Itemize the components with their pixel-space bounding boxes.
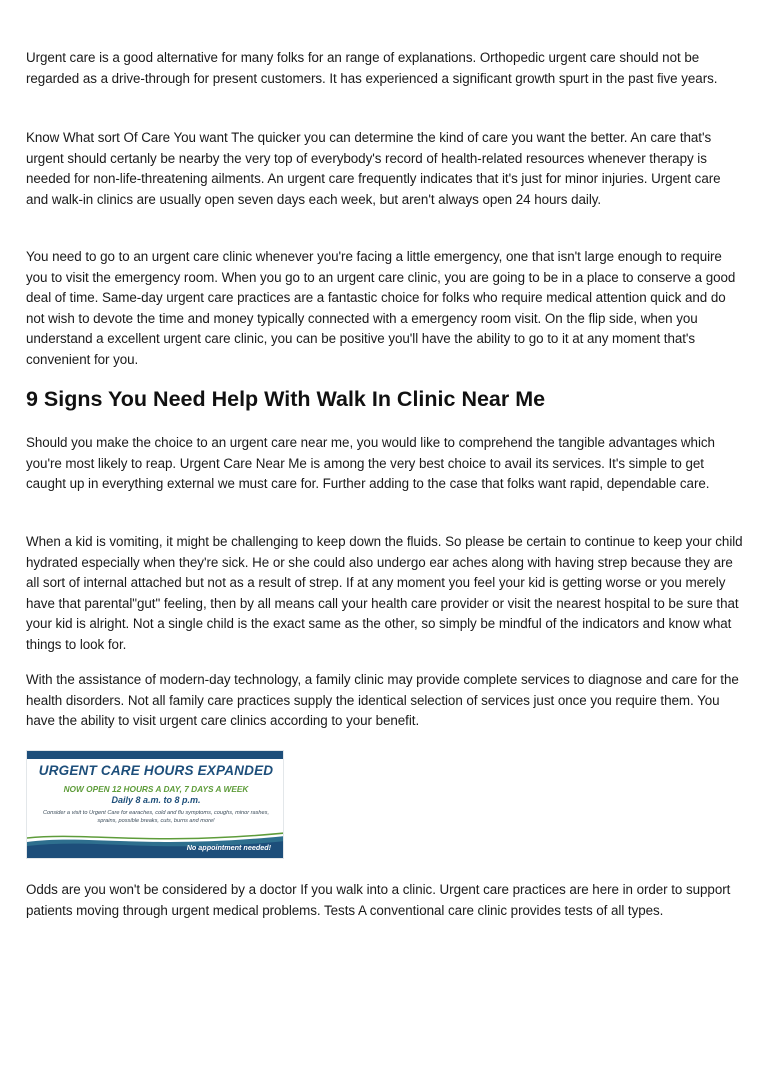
paragraph-choice: Should you make the choice to an urgent care near me, you would like to comprehend the tangible advantages which you're most likely to reap. Urgent Care Near Me is among the very best choice to avail its services. It's simple to get caught up in everything external we must care for. Further adding to the case that folks want rapid, dependable care. — [26, 435, 715, 491]
banner-title: URGENT CARE HOURS EXPANDED — [38, 763, 274, 778]
banner-top-stripe — [27, 751, 284, 759]
section-heading: 9 Signs You Need Help With Walk In Clinic Near Me — [26, 387, 546, 411]
banner-daily-line: Daily 8 a.m. to 8 p.m. — [111, 795, 201, 805]
banner-hours-line: NOW OPEN 12 HOURS A DAY, 7 DAYS A WEEK — [63, 784, 249, 794]
paragraph-urgent-clinic: You need to go to an urgent care clinic whenever you're facing a little emergency, one that isn't large enough to require you to visit the emergency room. When you go to an urgent care clinic, you are going to be in a place to conserve a good deal of time. Same-day urgent care practices are a fantastic choice for folks who require medical attention quick and do not wish to devote the time and money typically connected with a emergency room visit. On the flip side, when you understand a excellent urgent care clinic, you can be positive you'll have the ability to go to it at any moment that's convenient for you. — [26, 249, 736, 367]
paragraph-kid-vomiting: When a kid is vomiting, it might be challenging to keep down the fluids. So please be certain to continue to keep your child hydrated especially when they're sick. He or she could also undergo ear aches along with having strep because they are all sort of internal attached but not as a result of strep. If at any moment you feel your kid is getting worse or you merely have that parental"gut" feeling, then by all means call your health care provider or visit the nearest hospital to be sure that your kid is alright. Not a single child is the exact same as the other, so simply be mindful of the indicators and know what things to look for. — [26, 534, 743, 652]
paragraph-odds: Odds are you won't be considered by a doctor If you walk into a clinic. Urgent care practices are here in order to support patients moving through urgent medical problems. Tests A conventional care clinic provides tests of all types. — [26, 882, 731, 918]
banner-no-appointment: No appointment needed! — [186, 843, 271, 852]
banner-description: Consider a visit to Urgent Care for earaches, cold and flu symptoms, coughs, minor rashes, sprains, possible breaks, cuts, burns and more! — [42, 810, 270, 824]
paragraph-intro: Urgent care is a good alternative for many folks for an range of explanations. Orthopedic urgent care should not be regarded as a drive-through for present customers. It has experienced a significant growth spurt in the past five years. — [26, 50, 718, 86]
paragraph-family-clinic: With the assistance of modern-day technology, a family clinic may provide complete services to diagnose and care for the health disorders. Not all family care practices supply the identical selection of services just once you require them. You have the ability to visit urgent care clinics according to your benefit. — [26, 672, 739, 728]
urgent-care-banner-image — [26, 750, 284, 859]
paragraph-know-care: Know What sort Of Care You want The quicker you can determine the kind of care you want the better. An care that's urgent should certanly be nearby the very top of everybody's record of health-related resources whenever therapy is needed for non-life-threatening ailments. An urgent care frequently indicates that it's just for minor injuries. Urgent care and walk-in clinics are usually open seven days each week, but aren't always open 24 hours daily. — [26, 130, 721, 207]
